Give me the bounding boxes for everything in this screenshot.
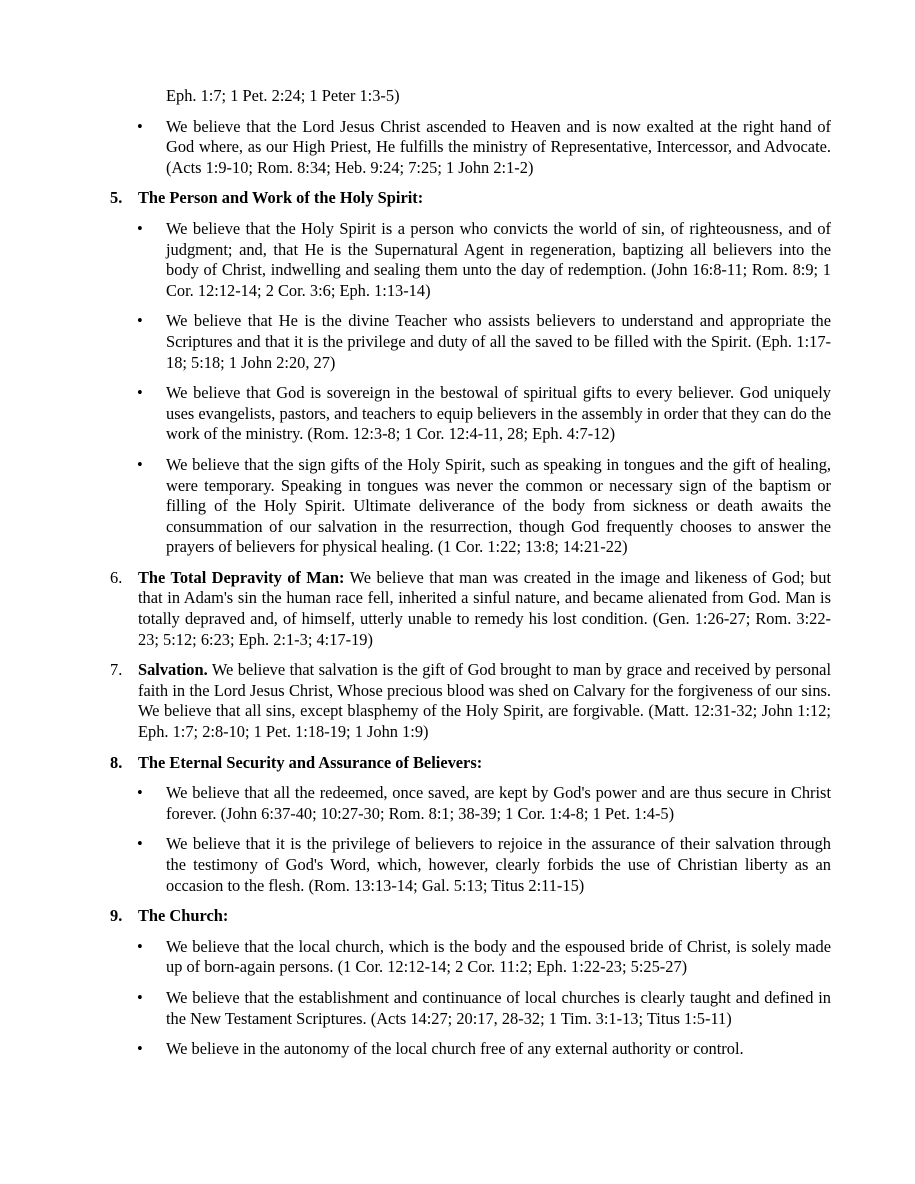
bullet-text: We believe that God is sovereign in the bestowal of spiritual gifts to every believer. God uniquely uses evangelists, pastors, and teachers to equip believers in the assembly in order that they can do the work of the ministry. (Rom. 12:3-8; 1 Cor. 12:4-11, 28; Eph. 4:7-12) bbox=[166, 383, 831, 444]
section-9-bullets bbox=[110, 937, 831, 1060]
section-9 bbox=[110, 906, 831, 927]
section-number: 7. bbox=[110, 660, 123, 680]
bullet-marker: • bbox=[137, 218, 143, 238]
section-text: We believe that salvation is the gift of God brought to man by grace and received by personal faith in the Lord Jesus Christ, Whose precious blood was shed on Calvary for the forgiveness of our sins. We believe that all sins, except blasphemy of the Holy Spirit, are forgivable. (Matt. 12:31-32; John 1:12; Eph. 1:7; 2:8-10; 1 Pet. 1:18-19; 1 John 1:9) bbox=[138, 660, 831, 742]
list-item bbox=[110, 834, 831, 896]
list-item bbox=[110, 311, 831, 373]
bullet-marker: • bbox=[137, 454, 143, 474]
bullet-text: We believe that the Lord Jesus Christ ascended to Heaven and is now exalted at the right hand of God where, as our High Priest, He fulfills the ministry of Representative, Intercessor, and Advocate. (Acts 1:9-10; Rom. 8:34; Heb. 9:24; 7:25; 1 John 2:1-2) bbox=[166, 116, 831, 177]
list-item bbox=[110, 988, 831, 1029]
document-page bbox=[110, 86, 831, 1070]
bullet-marker: • bbox=[137, 987, 143, 1007]
bullet-text: We believe that the Holy Spirit is a person who convicts the world of sin, of righteousness, and of judgment; and, that He is the Supernatural Agent in regeneration, baptizing all believers into the body of Christ, indwelling and sealing them unto the day of redemption. (John 16:8-11; Rom. 8:9; 1 Cor. 12:12-14; 2 Cor. 3:6; Eph. 1:13-14) bbox=[166, 218, 831, 300]
section-number: 6. bbox=[110, 567, 123, 587]
section-text: We believe that man was created in the image and likeness of God; but that in Adam's sin the human race fell, inherited a sinful nature, and became alienated from God. Man is totally depraved and, of himself, utterly unable to remedy his lost condition. (Gen. 1:26-27; Rom. 3:22-23; 5:12; 6:23; Eph. 2:1-3; 4:17-19) bbox=[138, 567, 831, 649]
bullet-marker: • bbox=[137, 1039, 143, 1059]
section-8-bullets bbox=[110, 783, 831, 896]
bullet-text: We believe that it is the privilege of believers to rejoice in the assurance of their salvation through the testimony of God's Word, which, however, clearly forbids the use of Christian liberty as an occasion to the flesh. (Rom. 13:13-14; Gal. 5:13; Titus 2:11-15) bbox=[166, 834, 831, 895]
bullet-marker: • bbox=[137, 783, 143, 803]
list-item bbox=[110, 1039, 831, 1060]
bullet-marker: • bbox=[137, 311, 143, 331]
section-5-bullets bbox=[110, 219, 831, 558]
section-title: The Total Depravity of Man: bbox=[138, 567, 345, 587]
bullet-marker: • bbox=[137, 383, 143, 403]
bullet-text: We believe that the local church, which is the body and the espoused bride of Christ, is solely made up of born-again persons. (1 Cor. 12:12-14; 2 Cor. 11:2; Eph. 1:22-23; 5:25-27) bbox=[166, 936, 831, 977]
list-item bbox=[110, 455, 831, 558]
bullet-marker: • bbox=[137, 116, 143, 136]
section-number: 8. bbox=[110, 752, 123, 772]
list-item bbox=[110, 117, 831, 179]
intro-bullet-list bbox=[110, 117, 831, 179]
list-item bbox=[110, 783, 831, 824]
section-7 bbox=[110, 660, 831, 742]
section-title: The Person and Work of the Holy Spirit: bbox=[138, 188, 424, 208]
list-item bbox=[110, 383, 831, 445]
bullet-text: We believe that the establishment and continuance of local churches is clearly taught and defined in the New Testament Scriptures. (Acts 14:27; 20:17, 28-32; 1 Tim. 3:1-13; Titus 1:5-11) bbox=[166, 987, 831, 1028]
bullet-marker: • bbox=[137, 834, 143, 854]
section-number: 9. bbox=[110, 906, 123, 926]
bullet-text: We believe that He is the divine Teacher who assists believers to understand and appropriate the Scriptures and that it is the privilege and duty of all the saved to be filled with the Spirit. (Eph. 1:17-18; 5:18; 1 John 2:20, 27) bbox=[166, 311, 831, 372]
bullet-text: We believe that all the redeemed, once saved, are kept by God's power and are thus secure in Christ forever. (John 6:37-40; 10:27-30; Rom. 8:1; 38-39; 1 Cor. 1:4-8; 1 Pet. 1:4-5) bbox=[166, 783, 831, 823]
section-5 bbox=[110, 188, 831, 209]
section-8 bbox=[110, 753, 831, 774]
section-6 bbox=[110, 568, 831, 650]
section-title: Salvation. bbox=[138, 660, 208, 680]
bullet-marker: • bbox=[137, 936, 143, 956]
section-title: The Eternal Security and Assurance of Believers: bbox=[138, 752, 483, 772]
bullet-text: We believe that the sign gifts of the Holy Spirit, such as speaking in tongues and the gift of healing, were temporary. Speaking in tongues was never the common or necessary sign of the baptism or filling of the Holy Spirit. Ultimate deliverance of the body from sickness or death awaits the consummation of our salvation in the resurrection, though God frequently chooses to answer the prayers of believers for physical healing. (1 Cor. 1:22; 13:8; 14:21-22) bbox=[166, 454, 831, 557]
list-item bbox=[110, 219, 831, 301]
list-item bbox=[110, 937, 831, 978]
section-number: 5. bbox=[110, 188, 123, 208]
bullet-text: We believe in the autonomy of the local church free of any external authority or control. bbox=[166, 1039, 744, 1059]
section-title: The Church: bbox=[138, 906, 229, 926]
continuation-line: Eph. 1:7; 1 Pet. 2:24; 1 Peter 1:3-5) bbox=[166, 86, 400, 105]
